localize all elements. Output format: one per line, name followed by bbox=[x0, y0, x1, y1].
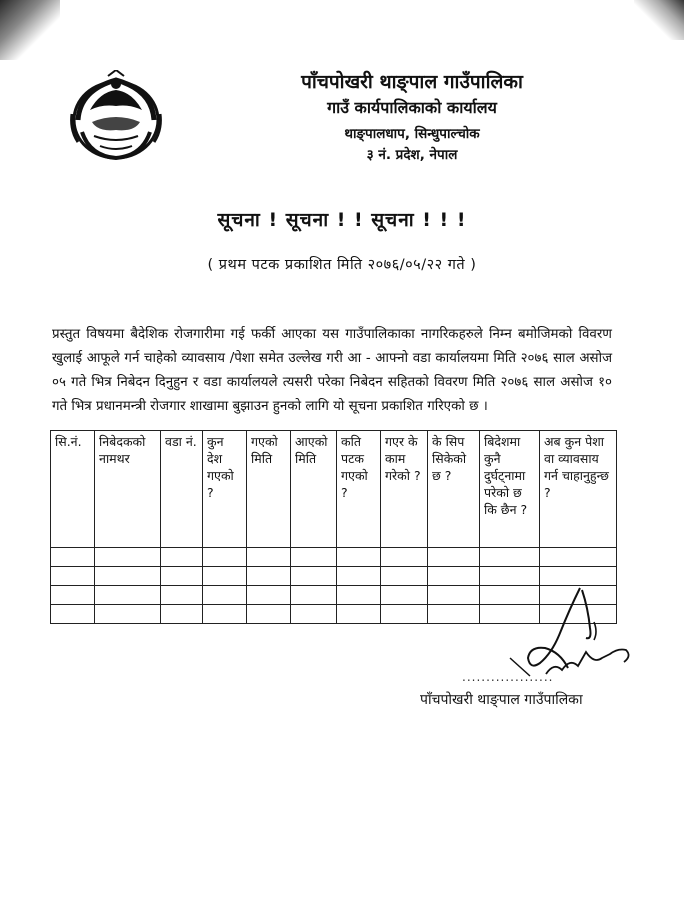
column-header: गएर के काम गरेको ? bbox=[381, 431, 428, 548]
notice-title: सूचना ! सूचना ! ! सूचना ! ! ! bbox=[217, 209, 467, 231]
table-row bbox=[51, 548, 617, 567]
column-header: कति पटक गएको ? bbox=[337, 431, 381, 548]
scan-corner-shadow-right bbox=[634, 0, 684, 40]
column-header: वडा नं. bbox=[161, 431, 203, 548]
office-address: थाङ्पालधाप, सिन्धुपाल्चोक bbox=[344, 126, 480, 142]
column-header: सि.नं. bbox=[51, 431, 95, 548]
column-header: अब कुन पेशा वा व्यावसाय गर्न चाहानुहुन्छ ? bbox=[540, 431, 617, 548]
notice-body: प्रस्तुत विषयमा बैदेशिक रोजगारीमा गई फर्की आएका यस गाउँपालिकाका नागरिकहरुले निम्न बमोजिमको विवरण खुलाई आफूले गर्न चाहेको व्यावसाय /पेशा समेत उल्लेख गरी आ - आफ्नो वडा कार्यालयमा मिति २०७६ साल असोज ०५ गते भित्र निबेदन दिनुहुन र वडा कार्यालयले त्यसरी परेका निबेदन सहितको विवरण मिति २०७६ साल असोज १० गते भित्र प्रधानमन्त्री रोजगार शाखामा बुझाउन हुनको लागि यो सूचना प्रकाशित गरिएको छ । bbox=[52, 327, 612, 414]
column-header: गएको मिति bbox=[247, 431, 291, 548]
province-line: ३ नं. प्रदेश, नेपाल bbox=[366, 147, 458, 163]
office-name: गाउँ कार्यपालिकाको कार्यालय bbox=[327, 98, 497, 117]
column-header: कुन देश गएको ? bbox=[203, 431, 247, 548]
signatory-name: पाँचपोखरी थाङ्पाल गाउँपालिका bbox=[420, 692, 583, 708]
table-header-row bbox=[51, 431, 617, 548]
column-header: आएको मिति bbox=[291, 431, 337, 548]
municipality-name: पाँचपोखरी थाङ्पाल गाउँपालिका bbox=[301, 71, 523, 93]
column-header: बिदेशमा कुनै दुर्घट्नामा परेको छ कि छैन ? bbox=[480, 431, 540, 548]
column-header: निबेदकको नामथर bbox=[95, 431, 161, 548]
column-header: के सिप सिकेको छ ? bbox=[428, 431, 480, 548]
scan-corner-shadow bbox=[0, 0, 60, 60]
signature-line: ................... bbox=[462, 670, 554, 684]
published-date: ( प्रथम पटक प्रकाशित मिति २०७६/०५/२२ गते ) bbox=[207, 257, 477, 273]
